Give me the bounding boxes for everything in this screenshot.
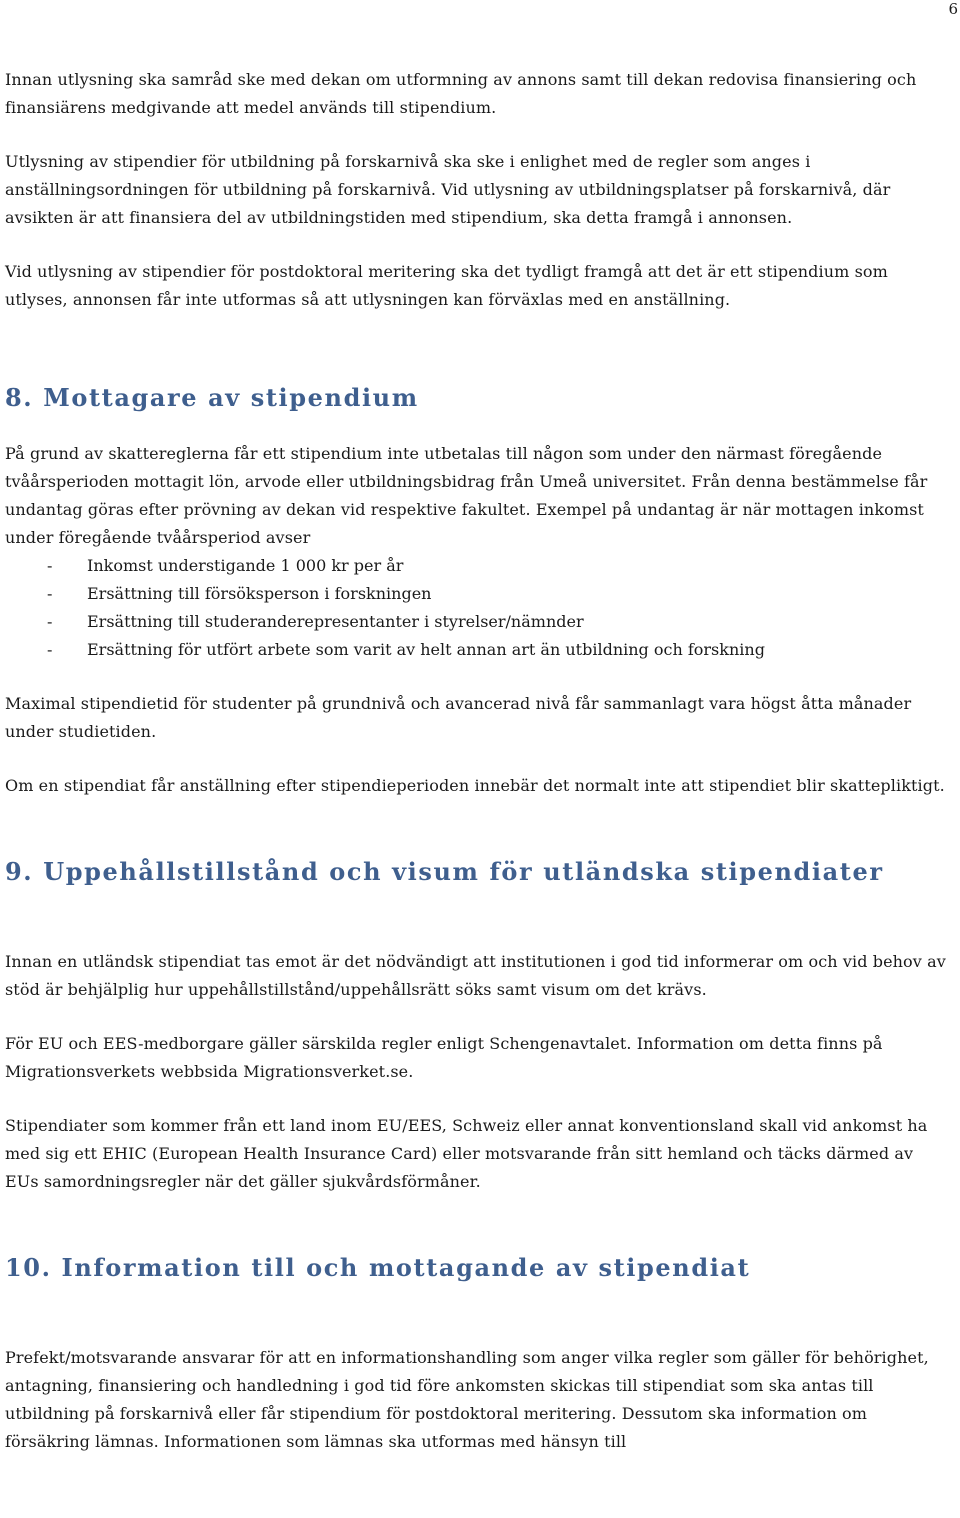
list-item: - Ersättning till försöksperson i forskningen <box>47 584 432 603</box>
list-item: - Inkomst understigande 1 000 kr per år <box>47 556 404 575</box>
section-9-heading: 9. Uppehållstillstånd och visum för utländska stipendiater <box>5 857 884 886</box>
section-8-paragraph-3: Om en stipendiat får anställning efter stipendieperioden innebär det normalt inte att stipendiet blir skattepliktigt. <box>5 776 945 795</box>
section-9-paragraph-3: Stipendiater som kommer från ett land inom EU/EES, Schweiz eller annat konventionsland skall vid ankomst ha med sig ett EHIC (European Health Insurance Card) eller motsvarande från sitt hemland och täcks därmed av EUs samordningsregler när det gäller sjukvårdsförmåner. <box>5 1116 928 1191</box>
section-9-paragraph-1: Innan en utländsk stipendiat tas emot är det nödvändigt att institutionen i god tid informerar om och vid behov av stöd är behjälplig hur uppehållstillstånd/uppehållsrätt söks samt visum om det krävs. <box>5 952 946 999</box>
section-10-paragraph-1: Prefekt/motsvarande ansvarar för att en informationshandling som anger vilka regler som gäller för behörighet, antagning, finansiering och handledning i god tid före ankomsten skickas till stipendiat som ska antas till utbildning på forskarnivå eller får stipendium för postdoktoral meritering. Dessutom ska information om försäkring lämnas. Informationen som lämnas ska utformas med hänsyn till <box>5 1348 929 1451</box>
intro-paragraph-3: Vid utlysning av stipendier för postdoktoral meritering ska det tydligt framgå att det är ett stipendium som utlyses, annonsen får inte utformas så att utlysningen kan förväxlas med en anställning. <box>5 262 888 309</box>
intro-paragraph-1: Innan utlysning ska samråd ske med dekan om utformning av annons samt till dekan redovisa finansiering och finansiärens medgivande att medel används till stipendium. <box>5 70 917 117</box>
section-9-paragraph-2: För EU och EES-medborgare gäller särskilda regler enligt Schengenavtalet. Information om detta finns på Migrationsverkets webbsida Migrationsverket.se. <box>5 1034 883 1081</box>
intro-paragraph-2: Utlysning av stipendier för utbildning på forskarnivå ska ske i enlighet med de regler som anges i anställningsordningen för utbildning på forskarnivå. Vid utlysning av utbildningsplatser på forskarnivå, där avsikten är att finansiera del av utbildningstiden med stipendium, ska detta framgå i annonsen. <box>5 152 891 227</box>
list-item: - Ersättning till studeranderepresentanter i styrelser/nämnder <box>47 612 584 631</box>
list-item: - Ersättning för utfört arbete som varit av helt annan art än utbildning och forskning <box>47 640 765 659</box>
exception-list <box>5 552 950 664</box>
section-8-paragraph-2: Maximal stipendietid för studenter på grundnivå och avancerad nivå får sammanlagt vara högst åtta månader under studietiden. <box>5 694 912 741</box>
page-number: 6 <box>948 0 958 18</box>
section-8-heading: 8. Mottagare av stipendium <box>5 383 419 412</box>
section-8-paragraph-1: På grund av skattereglerna får ett stipendium inte utbetalas till någon som under den närmast föregående tvåårsperioden mottagit lön, arvode eller utbildningsbidrag från Umeå universitet. Från denna bestämmelse får undantag göras efter prövning av dekan vid respektive fakultet. Exempel på undantag är när mottagen inkomst under föregående tvåårsperiod avser <box>5 444 928 547</box>
document-body <box>5 66 950 1456</box>
section-10-heading: 10. Information till och mottagande av stipendiat <box>5 1253 751 1282</box>
